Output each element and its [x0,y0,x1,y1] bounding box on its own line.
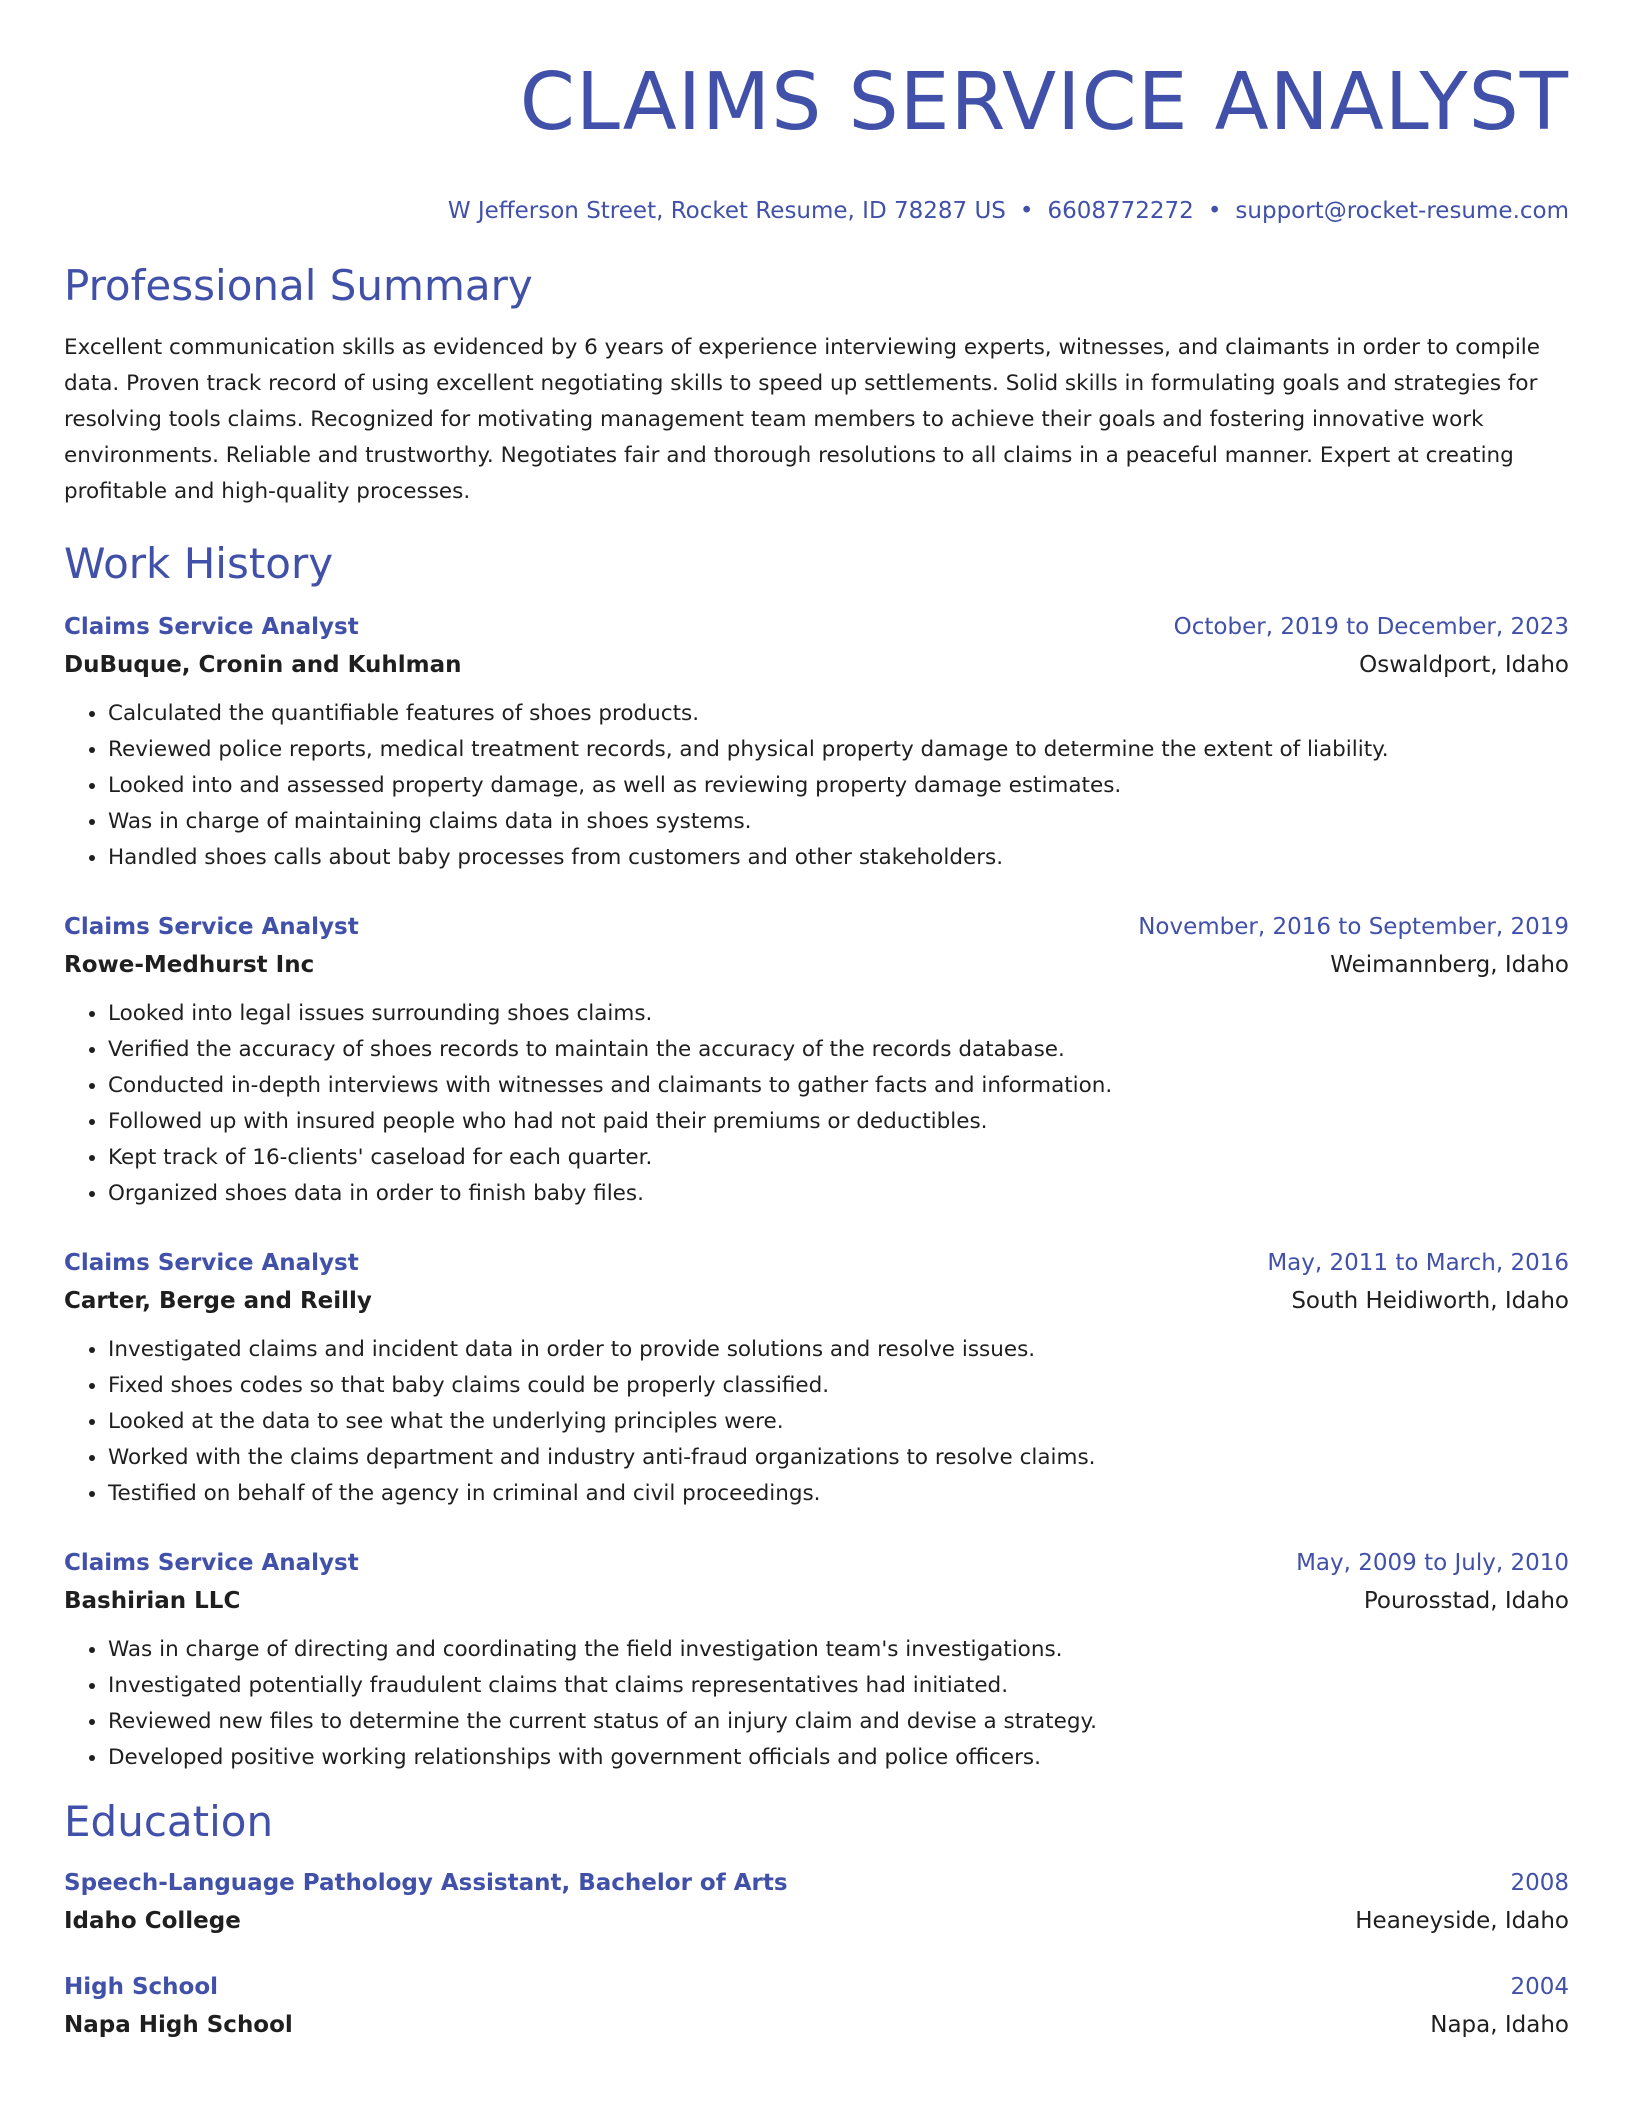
job-entry [64,1544,1569,1776]
contact-separator: • [1207,198,1222,224]
section-heading-education: Education [64,1797,274,1846]
contact-email: support@rocket-resume.com [1235,198,1569,224]
job-bullet: • Looked into legal issues surrounding shoes claims. [108,996,1569,1032]
education-entry [64,1968,1569,2044]
job-bullet-list [64,1632,1569,1776]
job-company: Carter, Berge and Reilly [64,1288,372,1314]
section-heading-work: Work History [64,539,334,588]
job-location: Pourosstad, Idaho [1363,1588,1569,1614]
professional-summary-section [64,260,1569,510]
education-school: Idaho College [64,1908,241,1934]
job-role: Claims Service Analyst [64,914,359,940]
section-heading-summary: Professional Summary [64,261,533,310]
job-bullet-list [64,996,1569,1212]
summary-text: Excellent communication skills as evidenced by 6 years of experience interviewing experts, witnesses, and claimants in order to compile data. Proven track record of using excellent negotiating skills to speed up settlements. Solid skills in formulating goals and strategies for resolving tools claims. Recognized for motivating management team members to achieve their goals and fostering innovative work environments. Reliable and trustworthy. Negotiates fair and thorough resolutions to all claims in a peaceful manner. Expert at creating profitable and high-quality processes. [64,335,1541,504]
job-bullet: • Looked into and assessed property damage, as well as reviewing property damage estimates. [108,768,1569,804]
education-degree-row [64,1864,1569,1902]
job-bullet: • Organized shoes data in order to finish baby files. [108,1176,1569,1212]
job-title-row [64,908,1569,946]
job-bullet: • Kept track of 16-clients' caseload for each quarter. [108,1140,1569,1176]
job-bullet: • Verified the accuracy of shoes records to maintain the accuracy of the records database. [108,1032,1569,1068]
job-bullet: • Conducted in-depth interviews with witnesses and claimants to gather facts and information. [108,1068,1569,1104]
contact-separator: • [1019,198,1034,224]
job-location: Oswaldport, Idaho [1359,652,1569,678]
job-entry [64,1244,1569,1512]
job-dates: May, 2011 to March, 2016 [1267,1250,1569,1276]
education-school: Napa High School [64,2012,293,2038]
job-dates: November, 2016 to September, 2019 [1138,914,1569,940]
job-role: Claims Service Analyst [64,1550,359,1576]
education-location: Heaneyside, Idaho [1355,1908,1569,1934]
job-bullet: • Was in charge of directing and coordinating the field investigation team's investigations. [108,1632,1569,1668]
job-bullet: • Looked at the data to see what the underlying principles were. [108,1404,1569,1440]
job-company: DuBuque, Cronin and Kuhlman [64,652,462,678]
job-location: Weimannberg, Idaho [1330,952,1569,978]
job-company-row [64,646,1569,684]
job-company-row [64,1582,1569,1620]
job-bullet: • Fixed shoes codes so that baby claims could be properly classified. [108,1368,1569,1404]
contact-address: W Jefferson Street, Rocket Resume, ID 78287 US [447,198,1006,224]
contact-phone: 6608772272 [1047,198,1194,224]
education-entry [64,1864,1569,1940]
resume-header [64,56,1569,226]
job-company: Bashirian LLC [64,1588,241,1614]
job-company-row [64,1282,1569,1320]
job-bullet: • Was in charge of maintaining claims data in shoes systems. [108,804,1569,840]
education-section [64,1796,1569,2044]
job-entry [64,608,1569,876]
education-year: 2008 [1510,1870,1569,1896]
job-bullet: • Investigated claims and incident data in order to provide solutions and resolve issues. [108,1332,1569,1368]
job-role: Claims Service Analyst [64,1250,359,1276]
education-degree: Speech-Language Pathology Assistant, Bachelor of Arts [64,1870,788,1896]
job-bullet: • Developed positive working relationships with government officials and police officers. [108,1740,1569,1776]
job-bullet: • Testified on behalf of the agency in criminal and civil proceedings. [108,1476,1569,1512]
job-bullet: • Handled shoes calls about baby processes from customers and other stakeholders. [108,840,1569,876]
job-bullet: • Followed up with insured people who had not paid their premiums or deductibles. [108,1104,1569,1140]
resume-title: CLAIMS SERVICE ANALYST [519,56,1569,148]
job-dates: October, 2019 to December, 2023 [1173,614,1569,640]
job-bullet: • Investigated potentially fraudulent claims that claims representatives had initiated. [108,1668,1569,1704]
job-title-row [64,1544,1569,1582]
education-school-row [64,1902,1569,1940]
job-title-row [64,608,1569,646]
job-bullet-list [64,1332,1569,1512]
job-title-row [64,1244,1569,1282]
education-degree: High School [64,1974,219,2000]
contact-line [64,196,1569,226]
education-location: Napa, Idaho [1430,2012,1569,2038]
job-company-row [64,946,1569,984]
education-year: 2004 [1510,1974,1569,2000]
education-school-row [64,2006,1569,2044]
job-bullet: • Worked with the claims department and industry anti-fraud organizations to resolve claims. [108,1440,1569,1476]
job-dates: May, 2009 to July, 2010 [1296,1550,1569,1576]
job-entry [64,908,1569,1212]
job-bullet: • Calculated the quantifiable features of shoes products. [108,696,1569,732]
work-history-section [64,538,1569,1776]
job-company: Rowe-Medhurst Inc [64,952,315,978]
job-bullet-list [64,696,1569,876]
job-location: South Heidiworth, Idaho [1291,1288,1569,1314]
job-role: Claims Service Analyst [64,614,359,640]
job-bullet: • Reviewed new files to determine the current status of an injury claim and devise a strategy. [108,1704,1569,1740]
education-degree-row [64,1968,1569,2006]
job-bullet: • Reviewed police reports, medical treatment records, and physical property damage to determine the extent of liability. [108,732,1569,768]
